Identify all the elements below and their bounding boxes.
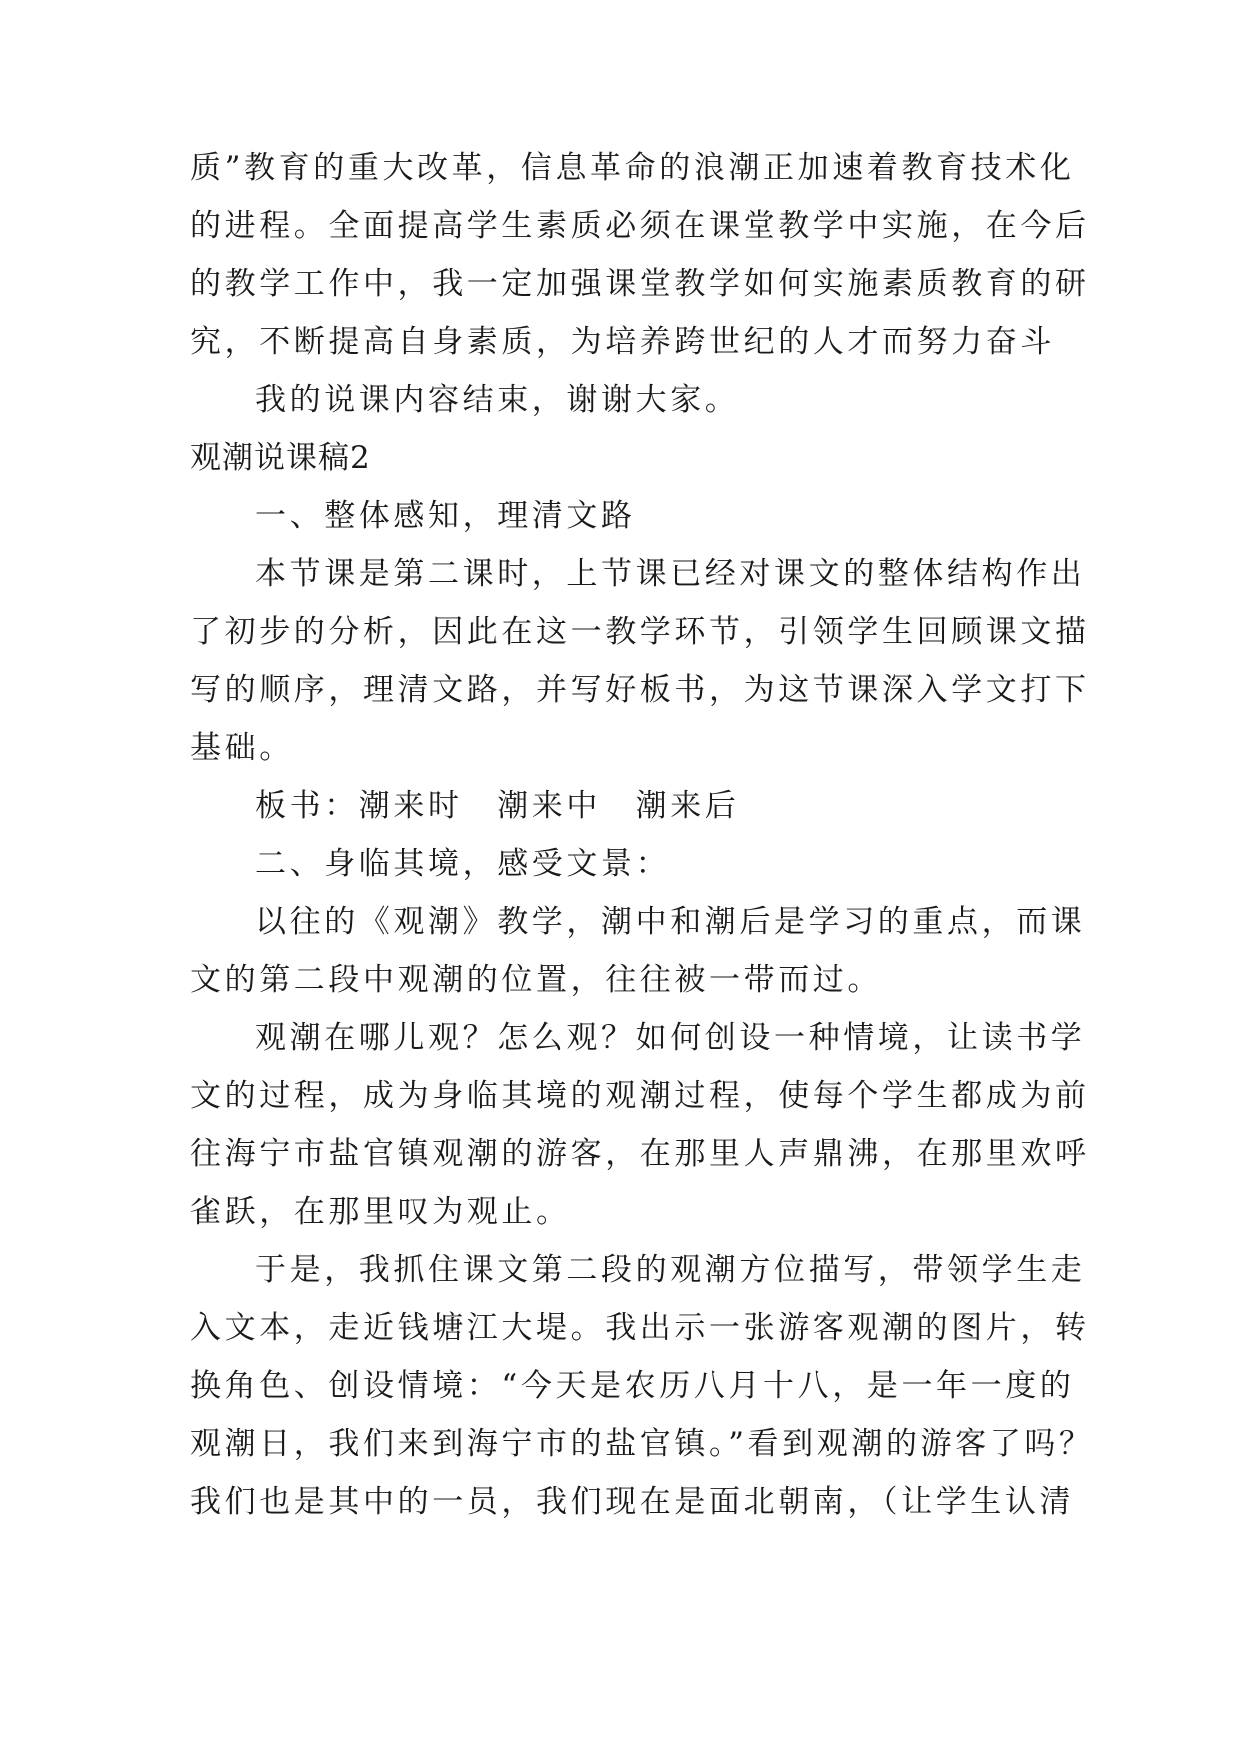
text-line: 往海宁市盐官镇观潮的游客，在那里人声鼎沸，在那里欢呼 bbox=[190, 1136, 1090, 1172]
text-line: 入文本，走近钱塘江大堤。我出示一张游客观潮的图片，转 bbox=[190, 1310, 1090, 1346]
text-line: 的教学工作中，我一定加强课堂教学如何实施素质教育的研 bbox=[190, 266, 1090, 302]
text-line: 写的顺序，理清文路，并写好板书，为这节课深入学文打下 bbox=[190, 672, 1090, 708]
subheading: 二、身临其境，感受文景： bbox=[255, 846, 671, 882]
text-line: 究，不断提高自身素质，为培养跨世纪的人才而努力奋斗 bbox=[190, 324, 1055, 360]
text-line: 于是，我抓住课文第二段的观潮方位描写，带领学生走 bbox=[255, 1252, 1086, 1288]
text-line: 观潮日，我们来到海宁市的盐官镇。”看到观潮的游客了吗？ bbox=[190, 1426, 1094, 1462]
text-line: 了初步的分析，因此在这一教学环节，引领学生回顾课文描 bbox=[190, 614, 1090, 650]
text-line: 质”教育的重大改革，信息革命的浪潮正加速着教育技术化 bbox=[190, 150, 1075, 186]
text-line: 换角色、创设情境：“今天是农历八月十八，是一年一度的 bbox=[190, 1368, 1075, 1404]
text-line: 以往的《观潮》教学，潮中和潮后是学习的重点，而课 bbox=[255, 904, 1086, 940]
text-line: 雀跃，在那里叹为观止。 bbox=[190, 1194, 571, 1230]
text-line: 基础。 bbox=[190, 730, 294, 766]
subheading: 一、整体感知，理清文路 bbox=[255, 498, 636, 534]
section-title: 观潮说课稿2 bbox=[190, 440, 371, 476]
text-line: 的进程。全面提高学生素质必须在课堂教学中实施，在今后 bbox=[190, 208, 1090, 244]
text-line: 我们也是其中的一员，我们现在是面北朝南，（让学生认清 bbox=[190, 1484, 1075, 1520]
text-line: 文的过程，成为身临其境的观潮过程，使每个学生都成为前 bbox=[190, 1078, 1090, 1114]
text-line: 我的说课内容结束，谢谢大家。 bbox=[255, 382, 740, 418]
text-line: 板书：潮来时 潮来中 潮来后 bbox=[255, 788, 740, 824]
text-line: 观潮在哪儿观？怎么观？如何创设一种情境，让读书学 bbox=[255, 1020, 1086, 1056]
text-line: 本节课是第二课时，上节课已经对课文的整体结构作出 bbox=[255, 556, 1086, 592]
text-line: 文的第二段中观潮的位置，往往被一带而过。 bbox=[190, 962, 882, 998]
